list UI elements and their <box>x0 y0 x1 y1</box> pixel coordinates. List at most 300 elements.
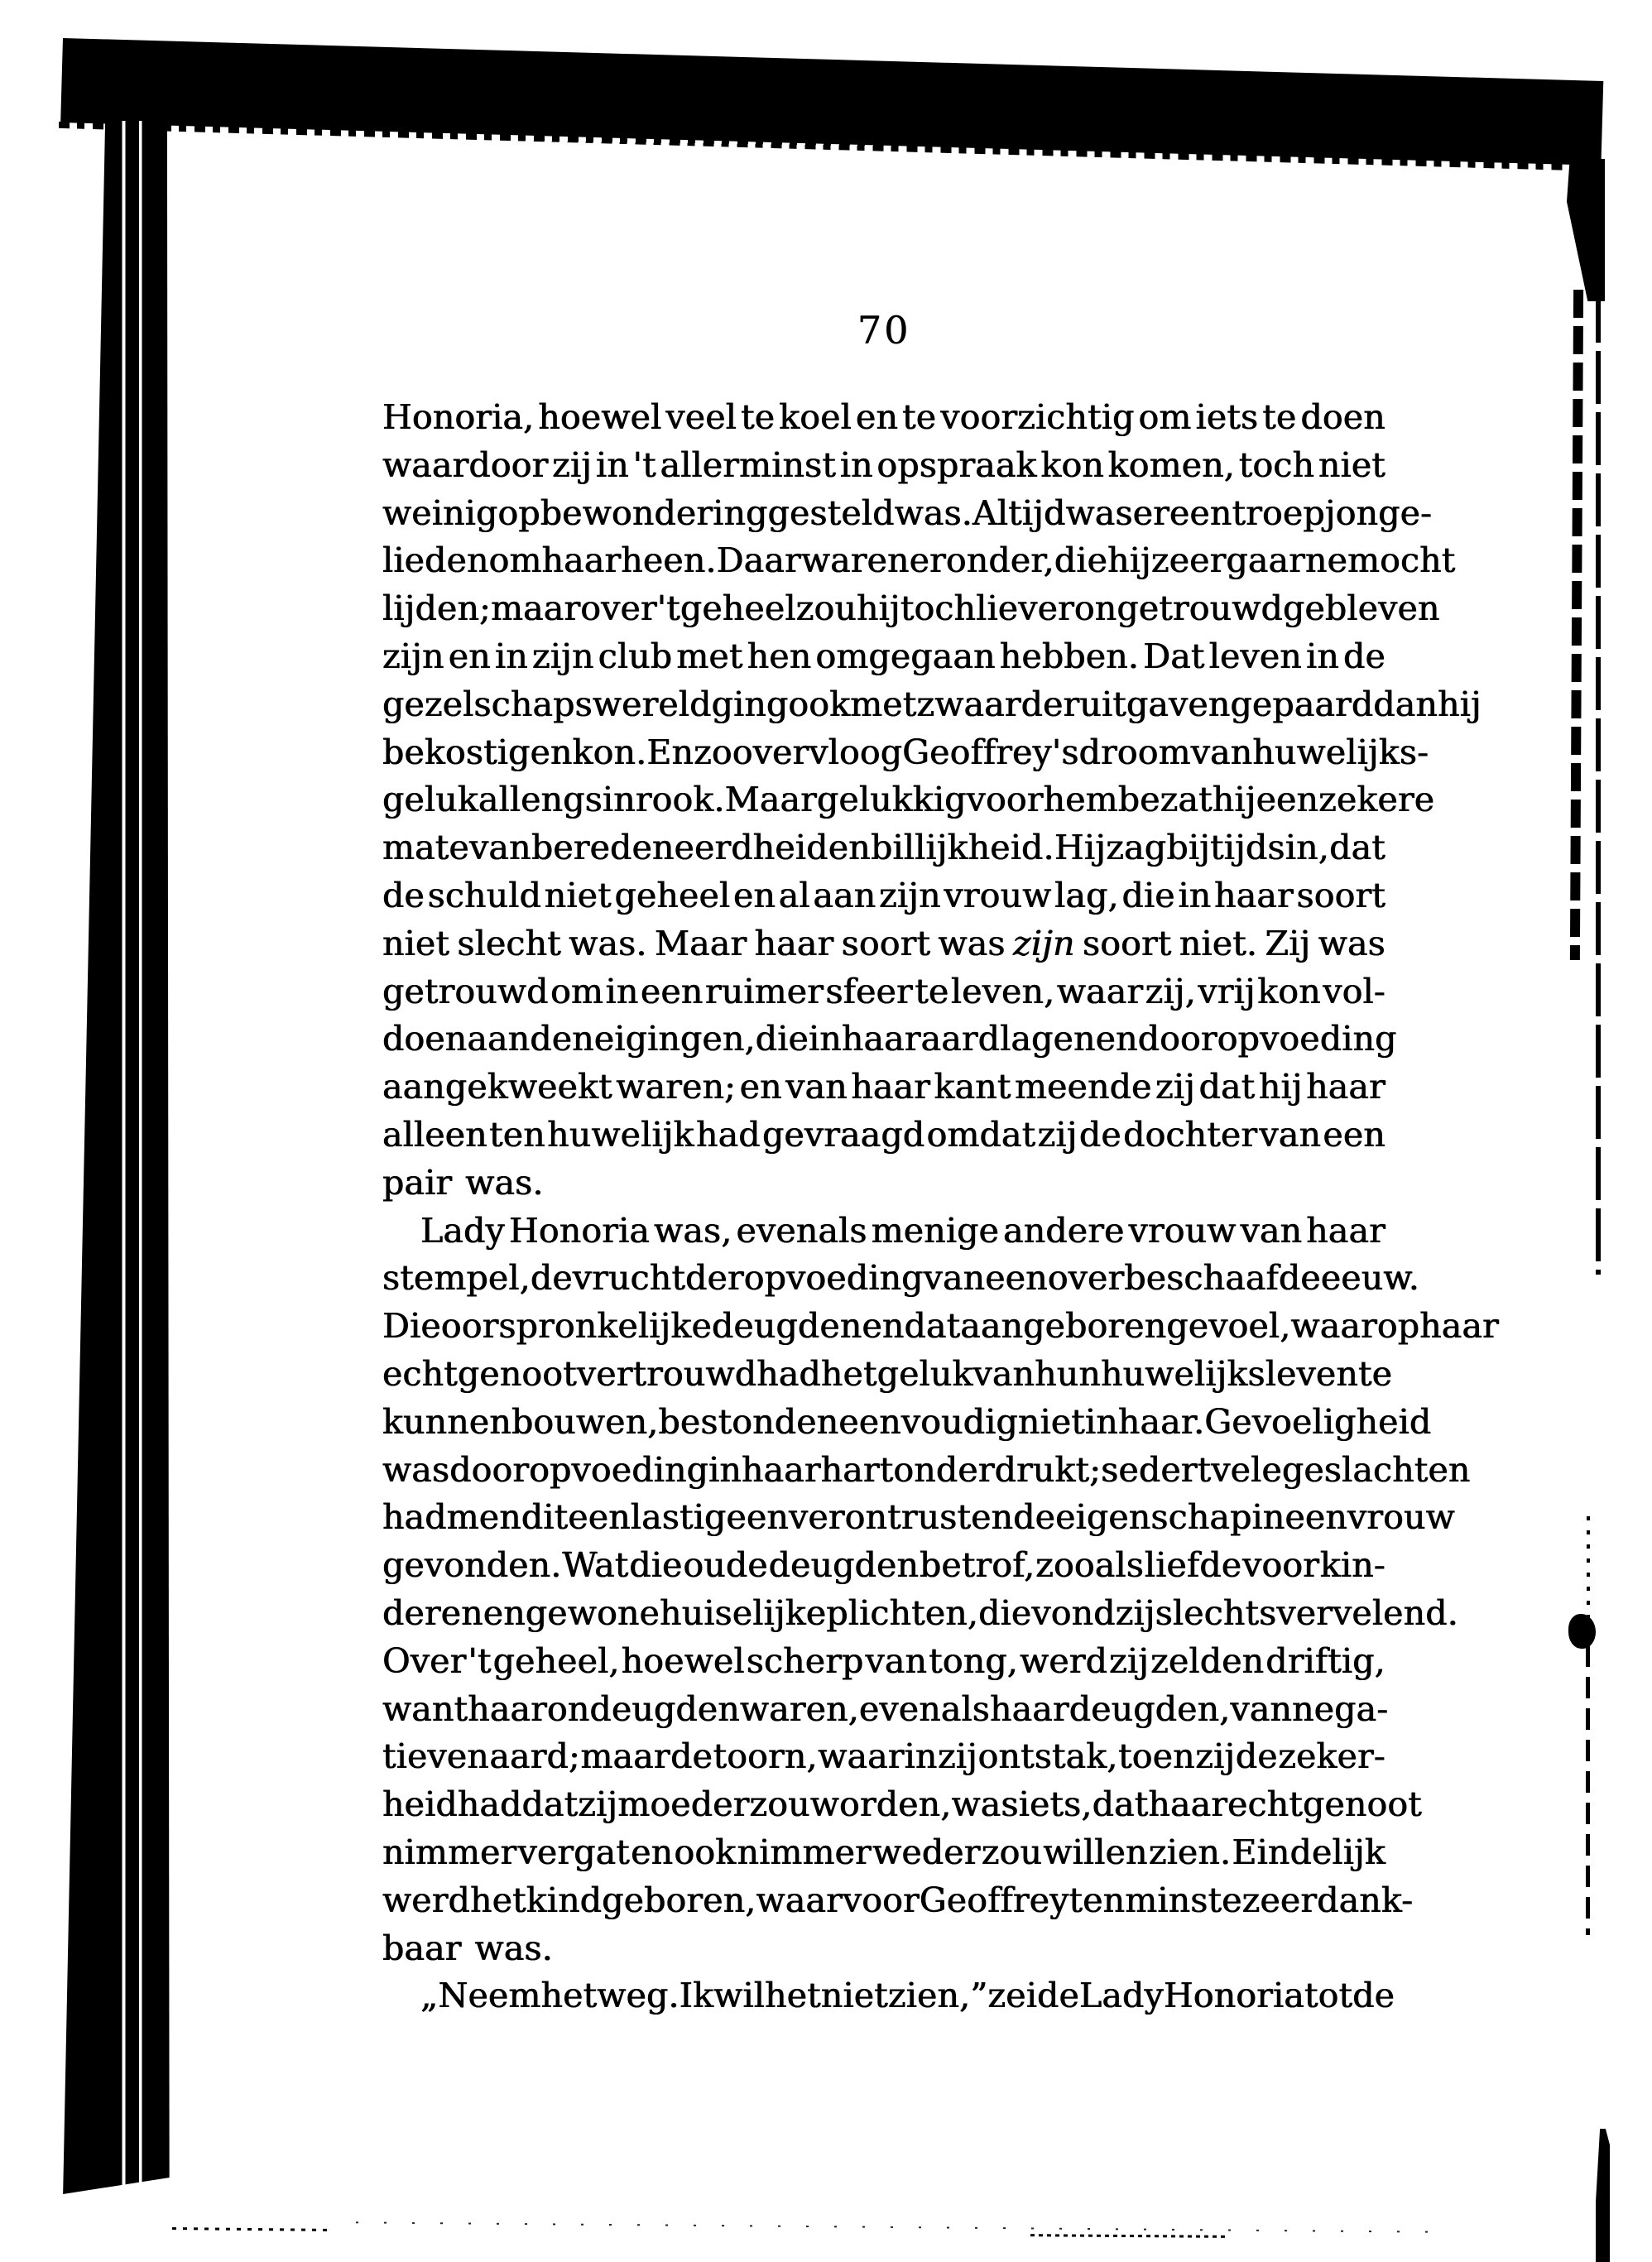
word: van <box>785 1067 848 1107</box>
word: baar <box>382 1928 462 1968</box>
word: en <box>746 1497 790 1538</box>
text-line <box>382 1877 1414 1925</box>
word: waren; <box>616 1067 737 1107</box>
text-line <box>382 1925 1385 1973</box>
word: haar <box>990 1688 1069 1729</box>
text-line <box>382 1972 1395 2020</box>
word: en <box>862 1306 905 1347</box>
word: in <box>595 444 629 485</box>
scan-speckles-bottom-left <box>172 2227 334 2231</box>
word: kant <box>934 1067 1011 1107</box>
word: een <box>1169 492 1232 533</box>
word: om <box>488 540 542 581</box>
word: vele <box>1211 1449 1282 1490</box>
word: door <box>1137 1019 1217 1059</box>
text-line <box>382 585 1440 633</box>
word: er <box>909 540 946 581</box>
word: vertrouwd <box>576 1353 757 1394</box>
word: nega- <box>1292 1688 1389 1729</box>
word: dat <box>1198 1067 1256 1107</box>
word: lijden; <box>382 588 492 629</box>
text-line <box>382 1542 1385 1590</box>
word: was <box>1065 492 1133 533</box>
word: toen <box>1118 1736 1195 1777</box>
word: bijtijds <box>1166 828 1285 868</box>
word: slechts <box>1155 1592 1277 1633</box>
word: was. <box>569 923 647 963</box>
word: weinig <box>382 492 498 533</box>
word: tong, <box>929 1640 1019 1681</box>
word: deren <box>382 1592 483 1633</box>
word: had <box>382 1497 447 1538</box>
word: een <box>568 1497 631 1538</box>
text-line <box>382 1829 1385 1877</box>
word: troep <box>1232 492 1325 533</box>
word: was <box>938 923 1006 963</box>
word: geheel <box>680 588 796 629</box>
word: dan <box>1373 684 1438 724</box>
word: hebben. <box>999 636 1140 676</box>
word: echtgenoot <box>1227 1784 1422 1825</box>
text-line <box>382 1590 1458 1638</box>
word: zijn <box>531 636 594 676</box>
scan-streak-right-lower <box>1586 1645 1590 1935</box>
word: onder, <box>945 540 1054 581</box>
word: was, <box>654 1210 732 1251</box>
word: ondeugden <box>546 1688 740 1729</box>
text-line <box>382 394 1385 442</box>
word: liefde <box>1144 1545 1242 1586</box>
word: leven, <box>950 971 1055 1011</box>
word: der <box>685 1258 744 1299</box>
word: ruimer <box>704 971 824 1011</box>
word: huiselijke <box>660 1592 827 1633</box>
word: eeuw. <box>1320 1258 1420 1299</box>
word: zijn <box>879 875 941 915</box>
word: vrouw <box>1347 1497 1455 1538</box>
word: zeker- <box>1278 1736 1385 1777</box>
word: Honoria, <box>382 397 535 437</box>
body-text <box>382 394 1499 2020</box>
word: gesteld <box>767 492 895 533</box>
text-line <box>382 442 1385 490</box>
word: zou <box>795 588 857 629</box>
scan-streak-right-thin <box>1596 290 1601 1275</box>
word: die <box>1121 875 1175 915</box>
word: die <box>978 1592 1032 1633</box>
word: beredeneerdheid <box>531 828 828 868</box>
text-line <box>382 729 1429 777</box>
word: op <box>497 492 540 533</box>
word: te <box>902 397 937 437</box>
word: haar <box>1306 1067 1385 1107</box>
word: Wat <box>562 1545 629 1586</box>
word: in <box>708 1449 742 1490</box>
scan-gutter-shadow <box>58 121 170 2194</box>
word: komen, <box>1107 444 1236 485</box>
word: tieven <box>382 1736 489 1777</box>
word: kin- <box>1319 1545 1385 1586</box>
word: vrouw <box>944 875 1052 915</box>
word: maar <box>580 1736 670 1777</box>
text-line <box>382 1160 1385 1208</box>
word: vervloog <box>752 732 903 772</box>
word: huwelijksleven <box>1101 1353 1359 1394</box>
word: omdat <box>926 1114 1036 1155</box>
word: Zij <box>1265 923 1311 963</box>
text-line <box>382 1686 1389 1734</box>
word: Over <box>382 1640 467 1681</box>
word: mate <box>382 828 469 868</box>
scan-edge-bottom-right <box>1596 2129 1610 2262</box>
text-line <box>382 1208 1385 1256</box>
word: uitgaven <box>1079 684 1231 724</box>
word: van <box>923 1258 986 1299</box>
word: aangekweekt <box>382 1067 612 1107</box>
word: om <box>1138 397 1192 437</box>
word: liever <box>976 588 1074 629</box>
word: gepaard <box>1230 684 1374 724</box>
word: van <box>469 828 531 868</box>
word: in <box>1084 1401 1118 1442</box>
text-line <box>382 537 1456 585</box>
word: toch <box>1238 444 1315 485</box>
word: Maar <box>654 923 747 963</box>
text-line <box>382 1303 1499 1351</box>
word: opvoeding <box>1217 1019 1397 1059</box>
word: leven <box>1208 636 1302 676</box>
word: geluk <box>382 780 478 820</box>
word: de <box>530 1019 573 1059</box>
word: van <box>865 1640 928 1681</box>
word: slecht <box>457 923 561 963</box>
word: vervelend. <box>1276 1592 1458 1633</box>
word: een <box>640 971 704 1011</box>
word: oude <box>683 1545 768 1586</box>
word: overbeschaafde <box>1047 1258 1321 1299</box>
word: plichten, <box>826 1592 979 1633</box>
word: en <box>855 397 899 437</box>
text-line <box>382 633 1385 681</box>
word: soort <box>1296 875 1385 915</box>
word: van <box>972 1353 1035 1394</box>
word: echtgenoot <box>382 1353 577 1394</box>
word: aan <box>467 1019 531 1059</box>
word: voor <box>966 780 1044 820</box>
word: de <box>670 1736 713 1777</box>
word: Die <box>382 1306 441 1347</box>
word: werd <box>382 1880 471 1920</box>
word: zij <box>1037 1114 1078 1155</box>
word: zeer <box>1150 540 1227 581</box>
word: wil <box>713 1976 766 2016</box>
word: haar <box>851 1067 931 1107</box>
word: gevonden. <box>382 1545 562 1586</box>
word: was. <box>465 1162 544 1203</box>
word: moeder <box>617 1784 750 1825</box>
word: kunnen <box>382 1401 511 1442</box>
word: lastige <box>630 1497 747 1538</box>
word: lieden <box>382 540 489 581</box>
word: vergat <box>517 1832 630 1872</box>
text-line <box>382 1255 1420 1303</box>
word: zij <box>578 1784 618 1825</box>
word: hij <box>1107 540 1151 581</box>
word: zien,” <box>887 1976 988 2016</box>
word: hem <box>1043 780 1118 820</box>
scan-streak-right-fuzzy <box>1570 290 1583 960</box>
word: worden, <box>809 1784 952 1825</box>
word: stempel, <box>382 1258 531 1299</box>
word: nimmer <box>737 1832 872 1872</box>
word: iets <box>1195 397 1259 437</box>
word: aan <box>813 875 876 915</box>
word: de <box>382 875 425 915</box>
word: andere <box>1003 1210 1125 1251</box>
word: het <box>540 1976 598 2016</box>
word: dat <box>904 1306 961 1347</box>
text-line <box>382 1447 1471 1495</box>
word: haar <box>541 540 622 581</box>
word: en <box>828 828 871 868</box>
text-line <box>382 824 1385 872</box>
word: was <box>382 1449 450 1490</box>
word: in <box>605 971 639 1011</box>
word: gezelschapswereld <box>382 684 712 724</box>
word: het <box>820 1353 877 1394</box>
word: haar <box>1306 1210 1385 1251</box>
word: deugden, <box>1069 1688 1231 1729</box>
word: dochter <box>1123 1114 1258 1155</box>
word: in <box>1178 875 1212 915</box>
word: zij <box>552 444 593 485</box>
word: met <box>850 684 917 724</box>
word: En <box>646 732 694 772</box>
word: waardoor <box>382 444 549 485</box>
word: „Neem <box>420 1976 541 2016</box>
text-line <box>382 681 1482 729</box>
word: opvoeding <box>743 1258 924 1299</box>
word: de <box>530 1258 573 1299</box>
word: geslachten <box>1281 1449 1471 1490</box>
word: zij <box>1155 1067 1196 1107</box>
word: zoo <box>694 732 753 772</box>
word: Gevoeligheid <box>1204 1401 1432 1442</box>
word: dat <box>1329 828 1385 868</box>
word: evenals <box>736 1210 867 1251</box>
word: van <box>1259 1114 1322 1155</box>
word: zij <box>1115 1592 1155 1633</box>
word: eigenschap <box>1055 1497 1252 1538</box>
word: geheel <box>614 875 731 915</box>
text-line <box>382 1112 1385 1160</box>
word: een <box>1323 1114 1385 1155</box>
text-line <box>382 1016 1397 1064</box>
word: niet. <box>1179 923 1258 963</box>
word: waren <box>800 540 910 581</box>
word: haar <box>1214 875 1294 915</box>
word: betrof, <box>919 1545 1035 1586</box>
word: zou <box>981 1832 1043 1872</box>
word: vrucht <box>572 1258 686 1299</box>
word: ook <box>788 684 851 724</box>
word: in <box>602 780 636 820</box>
word: hij <box>1258 1067 1303 1107</box>
word: bouwen, <box>511 1401 659 1442</box>
word: huwelijk <box>547 1114 694 1155</box>
word: 't <box>632 444 656 485</box>
text-line <box>382 1351 1393 1399</box>
word: te <box>915 971 949 1011</box>
word: lag, <box>1054 875 1119 915</box>
text-line <box>382 1064 1385 1112</box>
word: club <box>598 636 673 676</box>
word: de <box>1235 1736 1278 1777</box>
text-line <box>382 1399 1432 1447</box>
word: zij <box>938 1736 978 1777</box>
word: koel <box>779 397 852 437</box>
word: die <box>1054 540 1108 581</box>
text-line <box>382 1733 1385 1781</box>
word: zag <box>1106 828 1167 868</box>
word: soort <box>841 923 931 963</box>
word: neigingen, <box>572 1019 756 1059</box>
word: onderdrukt; <box>893 1449 1102 1490</box>
word: getrouwd <box>382 971 549 1011</box>
word: Geoffrey's <box>902 732 1079 772</box>
word: dit <box>521 1497 569 1538</box>
word: door <box>449 1449 530 1490</box>
word: bewondering <box>540 492 768 533</box>
text-line <box>382 776 1435 824</box>
word: had <box>696 1114 761 1155</box>
word: iets, <box>1018 1784 1093 1825</box>
word: allerminst <box>660 444 837 485</box>
word: sedert <box>1101 1449 1212 1490</box>
word: hen <box>747 636 812 676</box>
word: zij <box>1195 1736 1236 1777</box>
word: haar <box>1148 1784 1228 1825</box>
word: gevoel, <box>1166 1306 1291 1347</box>
word: zelden <box>1150 1640 1265 1681</box>
text-line <box>382 1494 1455 1542</box>
word: sfeer <box>825 971 913 1011</box>
text-line <box>382 1781 1422 1829</box>
word: geluk <box>876 1353 973 1394</box>
word: en <box>631 1832 674 1872</box>
word: waarvoor <box>756 1880 920 1920</box>
word: zijn <box>1013 923 1075 963</box>
word: nimmer <box>382 1832 517 1872</box>
word: in <box>1251 1497 1285 1538</box>
word: deugden <box>711 1306 862 1347</box>
word: hoewel <box>538 397 662 437</box>
word: zwaarder <box>916 684 1080 724</box>
word: pair <box>382 1162 453 1203</box>
word: haar <box>741 1449 821 1490</box>
word: willen <box>1043 1832 1148 1872</box>
word: om <box>550 971 604 1011</box>
scan-edge-top-fray <box>59 122 1602 171</box>
word: gaarne <box>1226 540 1348 581</box>
word: gebleven <box>1283 588 1440 629</box>
scan-blob-right <box>1568 1614 1596 1649</box>
word: eenvoudig <box>838 1401 1018 1442</box>
word: over <box>580 588 657 629</box>
word: en <box>739 1067 782 1107</box>
word: van <box>1230 1688 1293 1729</box>
word: waarin <box>818 1736 938 1777</box>
word: gelukkig <box>816 780 967 820</box>
word: opvoeding <box>529 1449 709 1490</box>
word: dat <box>521 1784 579 1825</box>
word: oorspronkelijke <box>440 1306 712 1347</box>
word: Honoria <box>508 1210 651 1251</box>
scan-edge-top <box>60 38 1603 166</box>
word: aangeboren <box>960 1306 1167 1347</box>
word: een <box>1256 780 1319 820</box>
word: waren, <box>739 1688 859 1729</box>
word: heid <box>382 1784 458 1825</box>
word: van <box>1190 732 1253 772</box>
word: en <box>733 875 776 915</box>
word: zien. <box>1148 1832 1232 1872</box>
word: driftig, <box>1265 1640 1385 1681</box>
word: weder <box>872 1832 981 1872</box>
word: te <box>741 397 776 437</box>
word: opspraak <box>876 444 1037 485</box>
word: hij <box>856 588 900 629</box>
word: Lady <box>1078 1976 1164 2016</box>
word: men <box>446 1497 521 1538</box>
word: doen <box>1300 397 1385 437</box>
word: geboren, <box>602 1880 756 1920</box>
scan-speckles-bottom-mid <box>356 2221 1440 2232</box>
word: was. <box>474 1928 553 1968</box>
word: scherp <box>746 1640 864 1681</box>
word: in <box>808 1019 842 1059</box>
word: de <box>1343 636 1385 676</box>
word: Ik <box>679 1976 714 2016</box>
word: was. <box>894 492 973 533</box>
word: haar <box>754 923 834 963</box>
word: was <box>1318 923 1385 963</box>
word: in <box>1306 636 1339 676</box>
word: ontstak, <box>977 1736 1118 1777</box>
word: Honoria <box>1163 1976 1304 2016</box>
word: haar <box>468 1688 547 1729</box>
word: aard; <box>489 1736 580 1777</box>
word: haar <box>841 1019 921 1059</box>
text-line <box>382 872 1385 920</box>
word: een <box>985 1258 1048 1299</box>
word: niet <box>1318 444 1385 485</box>
word: ten <box>1069 1880 1126 1920</box>
word: zou <box>749 1784 810 1825</box>
word: hart <box>820 1449 894 1490</box>
word: hun <box>1035 1353 1101 1394</box>
word: zeide <box>987 1976 1079 2016</box>
word: werd <box>1020 1640 1108 1681</box>
word: gewone <box>525 1592 660 1633</box>
word: kon <box>1040 444 1104 485</box>
word: Altijd <box>972 492 1066 533</box>
word: niet <box>382 923 450 963</box>
word: en <box>483 1592 526 1633</box>
word: te <box>1358 1353 1393 1394</box>
word: waar <box>1056 971 1144 1011</box>
word: en <box>448 636 491 676</box>
